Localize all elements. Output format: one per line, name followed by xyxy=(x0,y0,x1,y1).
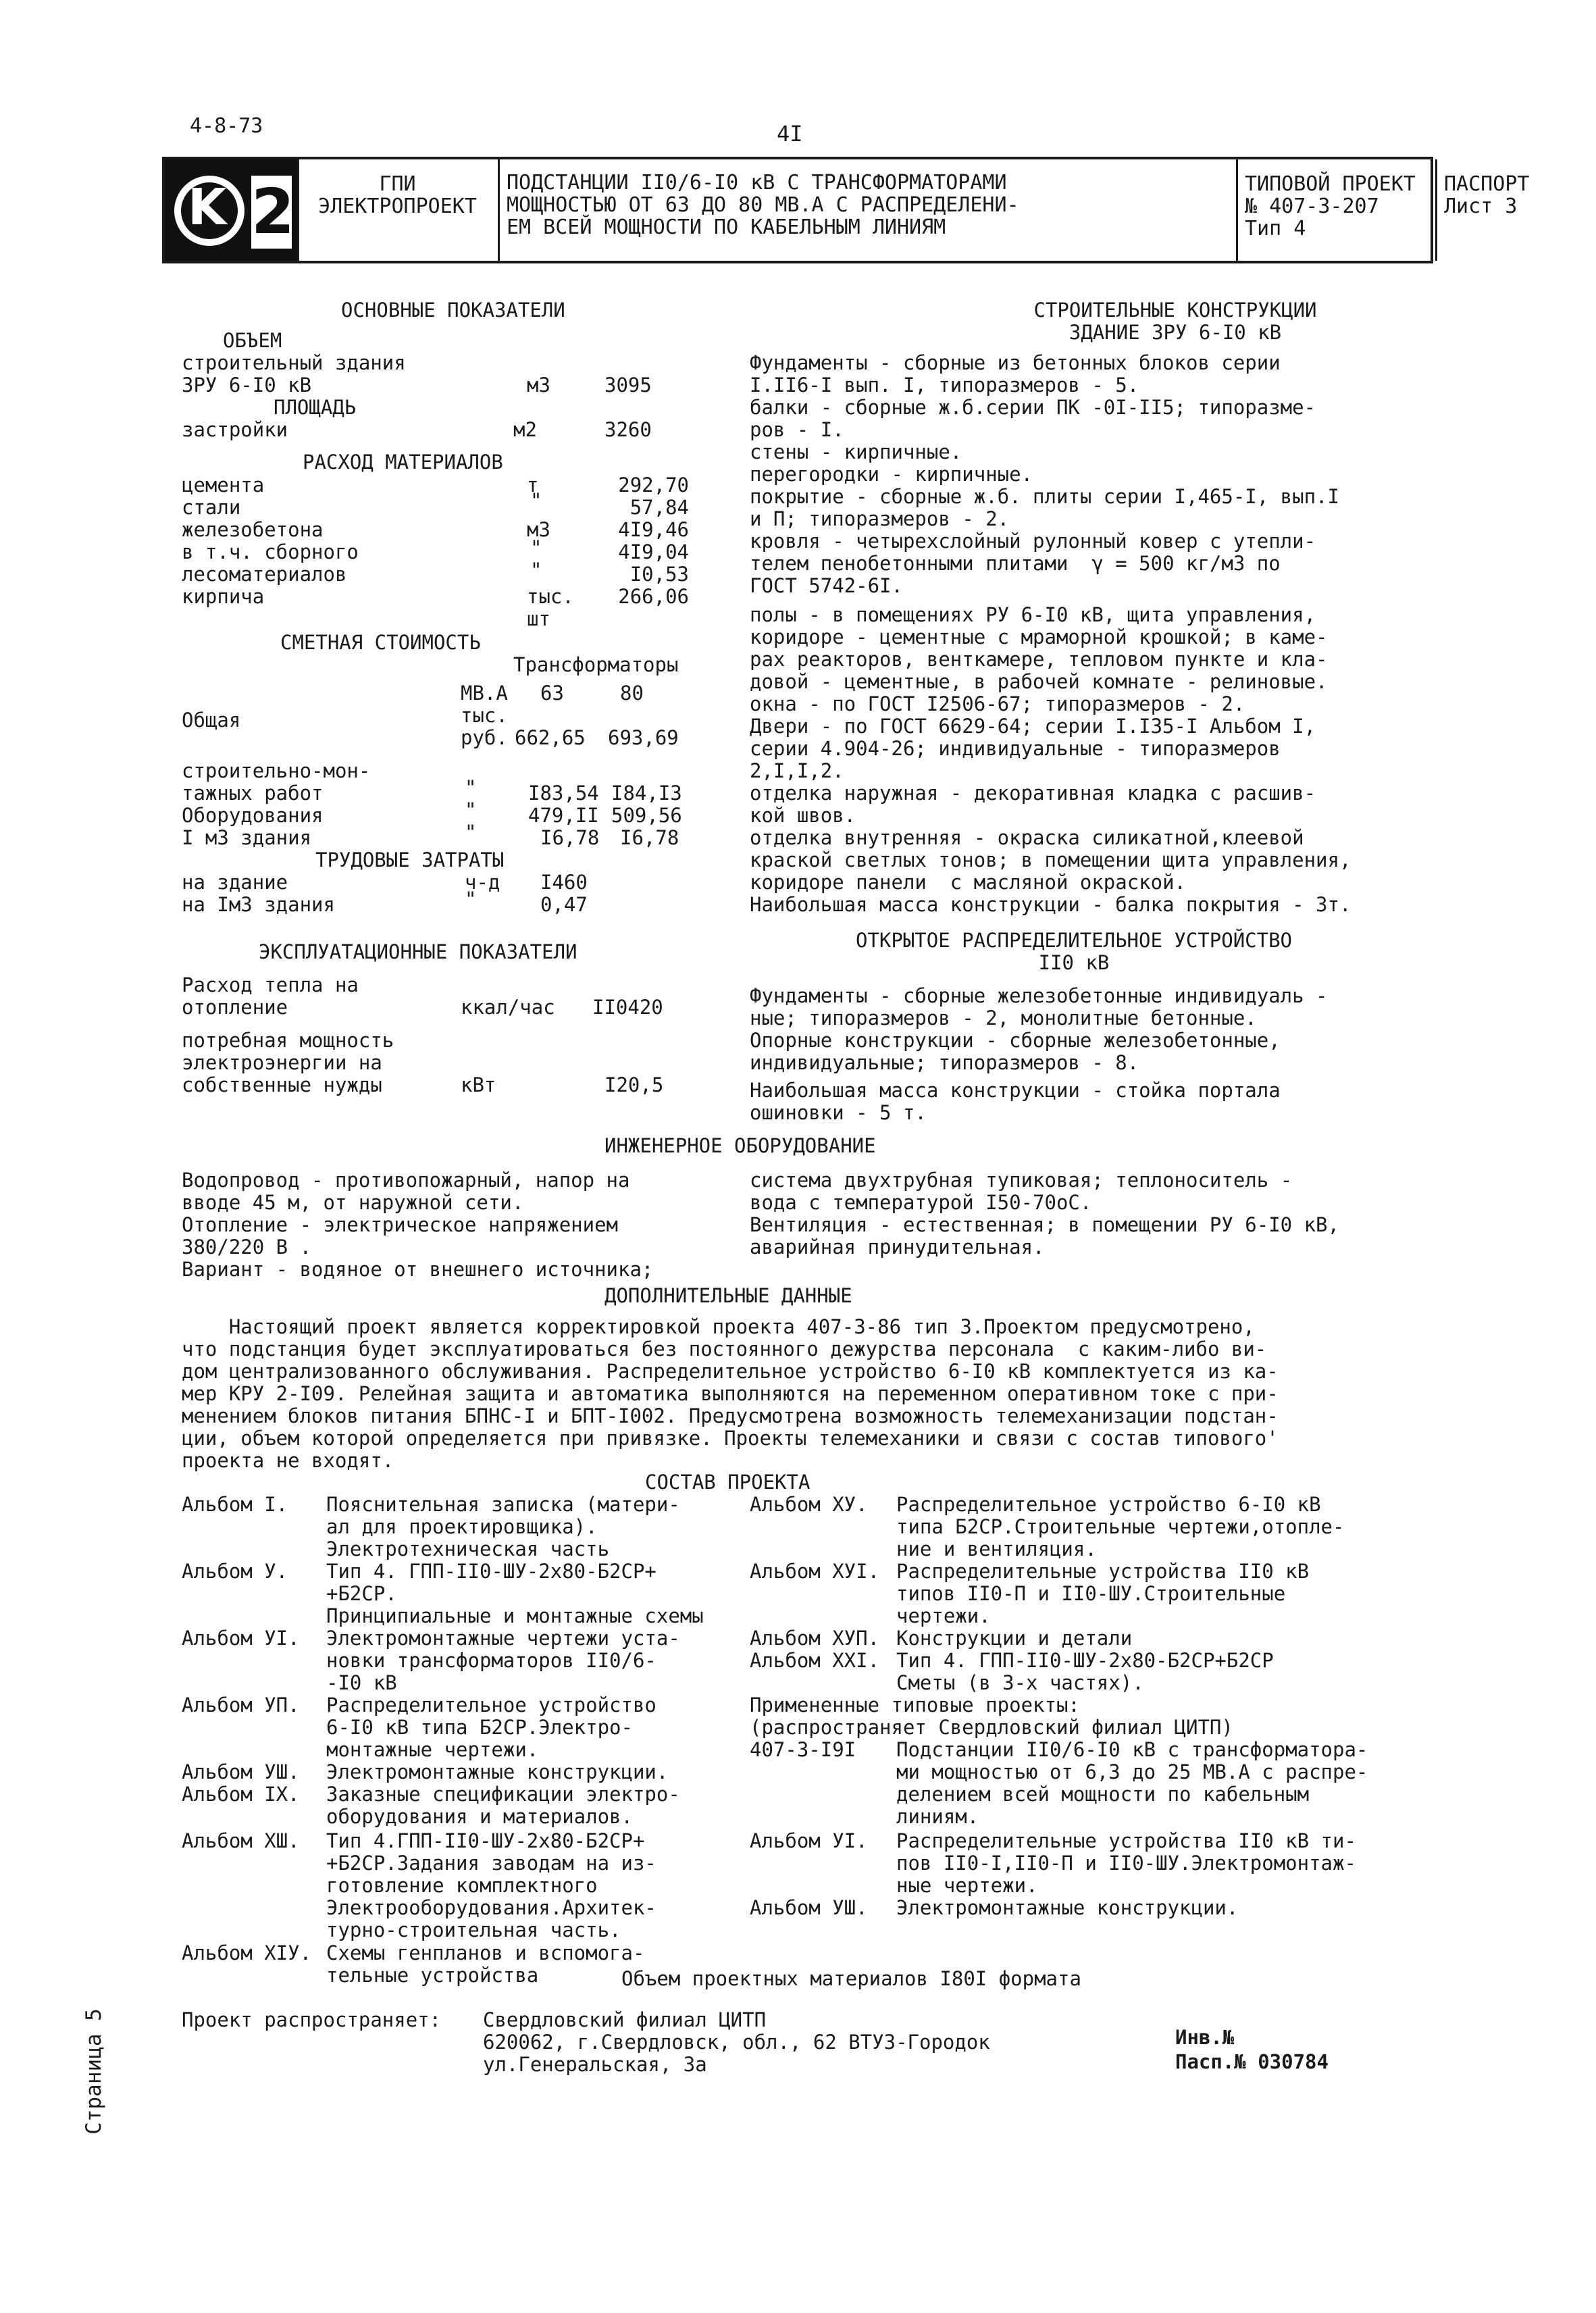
material-name: стали xyxy=(182,496,241,519)
labor-name: на Iм3 здания xyxy=(182,893,335,916)
labor-value: 0,47 xyxy=(540,893,588,916)
cost-row-63: I83,54 xyxy=(528,782,599,805)
album-text: Распределительные устройства II0 кВ типов II0-П и II0-ШУ.Строительные чертежи. xyxy=(896,1560,1310,1627)
cost-row-unit: " xyxy=(465,798,477,821)
cost-row-80: 509,56 xyxy=(611,804,682,827)
cost-transformers-header: Трансформаторы xyxy=(513,653,679,676)
cost-total-label: Общая xyxy=(182,709,241,732)
logo xyxy=(165,159,299,261)
area-label: застройки xyxy=(182,418,288,441)
cost-row-unit: " xyxy=(465,776,477,799)
organization-cell: ГПИ ЭЛЕКТРОПРОЕКТ xyxy=(297,159,500,261)
cost-total-80: 693,69 xyxy=(608,726,679,749)
materials-title: РАСХОД МАТЕРИАЛОВ xyxy=(303,451,503,474)
album-text: Тип 4. ГПП-II0-ШУ-2х80-Б2СР+ +Б2СР. Принципиальные и монтажные схемы xyxy=(326,1560,704,1627)
applied-project-label: 407-3-I9I xyxy=(750,1738,856,1761)
cost-row-name: Оборудования xyxy=(182,804,324,827)
material-value: 266,06 xyxy=(618,585,689,608)
cost-row-63: I6,78 xyxy=(540,826,600,849)
material-value: 292,70 xyxy=(618,474,689,497)
volume-label: строительный здания ЗРУ 6-I0 кВ xyxy=(182,351,406,397)
album-label: Альбом ХШ. xyxy=(182,1829,300,1852)
material-value: 57,84 xyxy=(629,496,689,519)
album-label: Альбом УI. xyxy=(182,1627,300,1650)
construction-text: Фундаменты - сборные из бетонных блоков серии I.II6-I вып. I, типоразмеров - 5. балки - сборные ж.б.серии ПК -0I-II5; типоразме- ров - I. стены - кирпичные. перегородки - кирпичные. покрытие - сборные ж.б. плиты серии I,465-I, вып.I и П; типоразмеров - 2. кровля - четырехслойный рулонный ковер с утепли- телем пенобетонными плитами γ = 500 кг/м3 по ГОСТ 5742-6I. xyxy=(750,351,1339,597)
power-unit: кВт xyxy=(461,1073,496,1096)
album-label: Альбом УП. xyxy=(182,1694,300,1717)
logo-digit: 2 xyxy=(251,176,295,248)
material-name: лесоматериалов xyxy=(182,563,347,586)
cost-total-unit: тыс. руб. xyxy=(461,704,508,749)
album-text: Электромонтажные конструкции. xyxy=(326,1760,669,1783)
album-label: Альбом УШ. xyxy=(182,1760,300,1783)
album-label: Альбом IX. xyxy=(182,1783,300,1806)
cost-mva-label: МВ.А xyxy=(461,682,508,705)
cost-row-80: I6,78 xyxy=(620,826,679,849)
distributor-label: Проект распространяет: xyxy=(182,2008,442,2031)
engineering-right-text: система двухтрубная тупиковая; теплоноситель - вода с температурой I50-70оС. Вентиляция - естественная; в помещении РУ 6-I0 кВ, аварийная принудительная. xyxy=(750,1169,1339,1259)
cost-row-80: I84,I3 xyxy=(611,782,682,805)
additional-text: Настоящий проект является корректировкой проекта 407-3-86 тип 3.Проектом предусмотрено, что подстанция будет эксплуатироваться без постоянного дежурства персонала с каким-либо ви- дом централизованного обслуживания. Распределительное устройство 6-I0 кВ комплектуется из ка- мер КРУ 2-I09. Релейная защита и автоматика выполняются на переменном оперативном токе с при- менением блоков питания БПНС-I и БПТ-I002. Предусмотрена возможность телемеханизации подстан- ции, объем которой определяется при привязке. Проекты телемеханики и связи с состав типового' проекта не входят. xyxy=(182,1315,1279,1472)
album-label: Альбом ХУП. xyxy=(750,1627,880,1650)
cost-row-name: I м3 здания xyxy=(182,826,312,849)
power-value: I20,5 xyxy=(604,1073,664,1096)
cost-title: СМЕТНАЯ СТОИМОСТЬ xyxy=(280,631,481,654)
cost-80-header: 80 xyxy=(620,682,644,705)
album-label: Альбом ХУI. xyxy=(750,1560,880,1583)
album-label: Альбом I. xyxy=(182,1493,288,1516)
heat-value: II0420 xyxy=(592,996,663,1019)
labor-unit: ч-д xyxy=(465,871,500,894)
labor-value: I460 xyxy=(540,871,588,894)
heat-label: Расход тепла на отопление xyxy=(182,973,359,1019)
cost-row-unit: " xyxy=(465,821,477,844)
applied-project-text: Подстанции II0/6-I0 кВ с трансформатора- ми мощностью от 6,3 до 25 МВ.А с распре- делением всей мощности по кабельным линиям. xyxy=(896,1738,1368,1828)
album-text: Тип 4. ГПП-II0-ШУ-2х80-Б2СР+Б2СР Сметы (в 3-х частях). xyxy=(896,1649,1274,1694)
volume-unit: м3 xyxy=(527,374,550,397)
outdoor-switchgear-mass: Наибольшая масса конструкции - стойка портала ошиновки - 5 т. xyxy=(750,1079,1281,1124)
distributor-address: Свердловский филиал ЦИТП 620062, г.Свердловск, обл., 62 ВТУЗ-Городок ул.Генеральская, 3а xyxy=(483,2008,990,2076)
cost-row-63: 479,II xyxy=(528,804,599,827)
material-unit: " xyxy=(530,489,542,512)
album-text: Тип 4.ГПП-II0-ШУ-2х80-Б2СР+ +Б2СР.Задания заводам на из- готовление комплектного Электрооборудования.Архитек- турно-строительная часть. xyxy=(326,1829,657,1941)
cost-63-header: 63 xyxy=(540,682,564,705)
labor-name: на здание xyxy=(182,871,288,894)
album-text: Конструкции и детали xyxy=(896,1627,1133,1650)
material-unit: м3 xyxy=(527,518,550,541)
area-unit: м2 xyxy=(513,418,537,441)
outdoor-switchgear-title: ОТКРЫТОЕ РАСПРЕДЕЛИТЕЛЬНОЕ УСТРОЙСТВО II0 кВ xyxy=(855,929,1292,974)
material-unit: тыс. шт xyxy=(527,585,574,630)
outdoor-switchgear-text: Фундаменты - сборные железобетонные индивидуаль - ные; типоразмеров - 2, монолитные бетонные. Опорные конструкции - сборные железобетонные, индивидуальные; типоразмеров - 8. xyxy=(750,984,1328,1074)
passport-number: Пасп.№ 030784 xyxy=(1175,2050,1329,2073)
material-unit: " xyxy=(530,559,542,582)
material-name: железобетона xyxy=(182,518,324,541)
material-unit: т xyxy=(527,474,539,497)
engineering-left-text: Водопровод - противопожарный, напор на вводе 45 м, от наружной сети. Отопление - электрическое напряжением 380/220 В . Вариант - водяное от внешнего источника; xyxy=(182,1169,654,1281)
album-label: Альбом ХХI. xyxy=(750,1649,880,1672)
album-text: Пояснительная записка (матери- ал для проектировщика). Электротехническая часть xyxy=(326,1493,680,1560)
material-value: I0,53 xyxy=(629,563,689,586)
applied-project-label: Альбом УШ. xyxy=(750,1896,868,1919)
album-label: Альбом ХУ. xyxy=(750,1493,868,1516)
material-name: кирпича xyxy=(182,585,265,608)
material-unit: " xyxy=(530,536,542,559)
volume-value: 3095 xyxy=(604,374,652,397)
logo-k-icon: K xyxy=(188,178,227,236)
heat-unit: ккал/час xyxy=(461,996,555,1019)
material-name: цемента xyxy=(182,474,265,497)
passport-sheet-cell: ПАСПОРТ Лист 3 xyxy=(1444,172,1530,218)
title-block xyxy=(162,157,1530,263)
side-page-label: Страница 5 xyxy=(81,2008,106,2135)
cost-row-name: строительно-мон- тажных работ xyxy=(182,759,371,805)
album-label: Альбом У. xyxy=(182,1560,288,1583)
additional-title: ДОПОЛНИТЕЛЬНЫЕ ДАННЫЕ xyxy=(604,1284,852,1307)
project-title-cell: ПОДСТАНЦИИ II0/6-I0 кВ С ТРАНСФОРМАТОРАМИ МОЩНОСТЬЮ ОТ 63 ДО 80 МВ.А С РАСПРЕДЕЛЕНИ- ЕМ ВСЕЙ МОЩНОСТИ ПО КАБЕЛЬНЫМ ЛИНИЯМ xyxy=(500,159,1238,261)
applied-project-text: Электромонтажные конструкции. xyxy=(896,1896,1239,1919)
materials-volume: Объем проектных материалов I80I формата xyxy=(621,1967,1081,1990)
operating-title: ЭКСПЛУАТАЦИОННЫЕ ПОКАЗАТЕЛИ xyxy=(259,940,577,963)
applied-projects-title: Примененные типовые проекты: (распространяет Свердловский филиал ЦИТП) xyxy=(750,1694,1233,1739)
material-value: 4I9,46 xyxy=(618,518,689,541)
construction-text-2: полы - в помещениях РУ 6-I0 кВ, щита управления, коридоре - цементные с мраморной крошкой; в каме- рах реакторов, венткамере, тепловом пункте и кла- довой - цементные, в рабочей комнате - релиновые. окна - по ГОСТ I2506-67; типоразмеров - 2. Двери - по ГОСТ 6629-64; серии I.I35-I Альбом I, серии 4.904-26; индивидуальные - типоразмеров 2,I,I,2. отделка наружная - декоративная кладка с расшив- кой швов. отделка внутренняя - окраска силикатной,клеевой краской светлых тонов; в помещении щита управления, коридоре панели с масляной окраской. Наибольшая масса конструкции - балка покрытия - 3т. xyxy=(750,603,1352,916)
album-text: Распределительное устройство 6-I0 кВ типа Б2СР.Электро- монтажные чертежи. xyxy=(326,1694,657,1761)
power-label: потребная мощность электроэнергии на собственные нужды xyxy=(182,1029,394,1096)
album-label: Альбом XIУ. xyxy=(182,1941,312,1964)
album-text: Распределительное устройство 6-I0 кВ типа Б2СР.Строительные чертежи,отопле- ние и вентиляция. xyxy=(896,1493,1345,1560)
main-indicators-title: ОСНОВНЫЕ ПОКАЗАТЕЛИ xyxy=(341,299,565,322)
material-value: 4I9,04 xyxy=(618,540,689,563)
inventory-number: Инв.№ xyxy=(1175,2026,1235,2049)
document-code: 4-8-73 xyxy=(190,114,263,138)
labor-unit: " xyxy=(465,888,477,911)
album-text: Заказные спецификации электро- оборудования и материалов. xyxy=(326,1783,680,1828)
composition-title: СОСТАВ ПРОЕКТА xyxy=(645,1471,810,1494)
labor-title: ТРУДОВЫЕ ЗАТРАТЫ xyxy=(315,848,505,871)
cost-total-63: 662,65 xyxy=(515,726,586,749)
construction-title: СТРОИТЕЛЬНЫЕ КОНСТРУКЦИИ ЗДАНИЕ ЗРУ 6-I0 кВ xyxy=(1033,299,1317,344)
material-name: в т.ч. сборного xyxy=(182,540,359,563)
engineering-title: ИНЖЕНЕРНОЕ ОБОРУДОВАНИЕ xyxy=(604,1134,876,1157)
page-number: 4I xyxy=(777,121,803,147)
album-text: Схемы генпланов и вспомога- тельные устройства xyxy=(326,1941,645,1987)
applied-project-label: Альбом УI. xyxy=(750,1829,868,1852)
volume-title: ОБЪЕМ xyxy=(223,329,282,352)
typical-project-cell: ТИПОВОЙ ПРОЕКТ № 407-3-207 Тип 4 xyxy=(1238,159,1437,261)
area-value: 3260 xyxy=(604,418,652,441)
album-text: Электромонтажные чертежи уста- новки трансформаторов II0/6- -I0 кВ xyxy=(326,1627,680,1694)
applied-project-text: Распределительные устройства II0 кВ ти- пов II0-I,II0-П и II0-ШУ.Электромонтаж- ные чертежи. xyxy=(896,1829,1356,1897)
area-title: ПЛОЩАДЬ xyxy=(274,396,357,419)
